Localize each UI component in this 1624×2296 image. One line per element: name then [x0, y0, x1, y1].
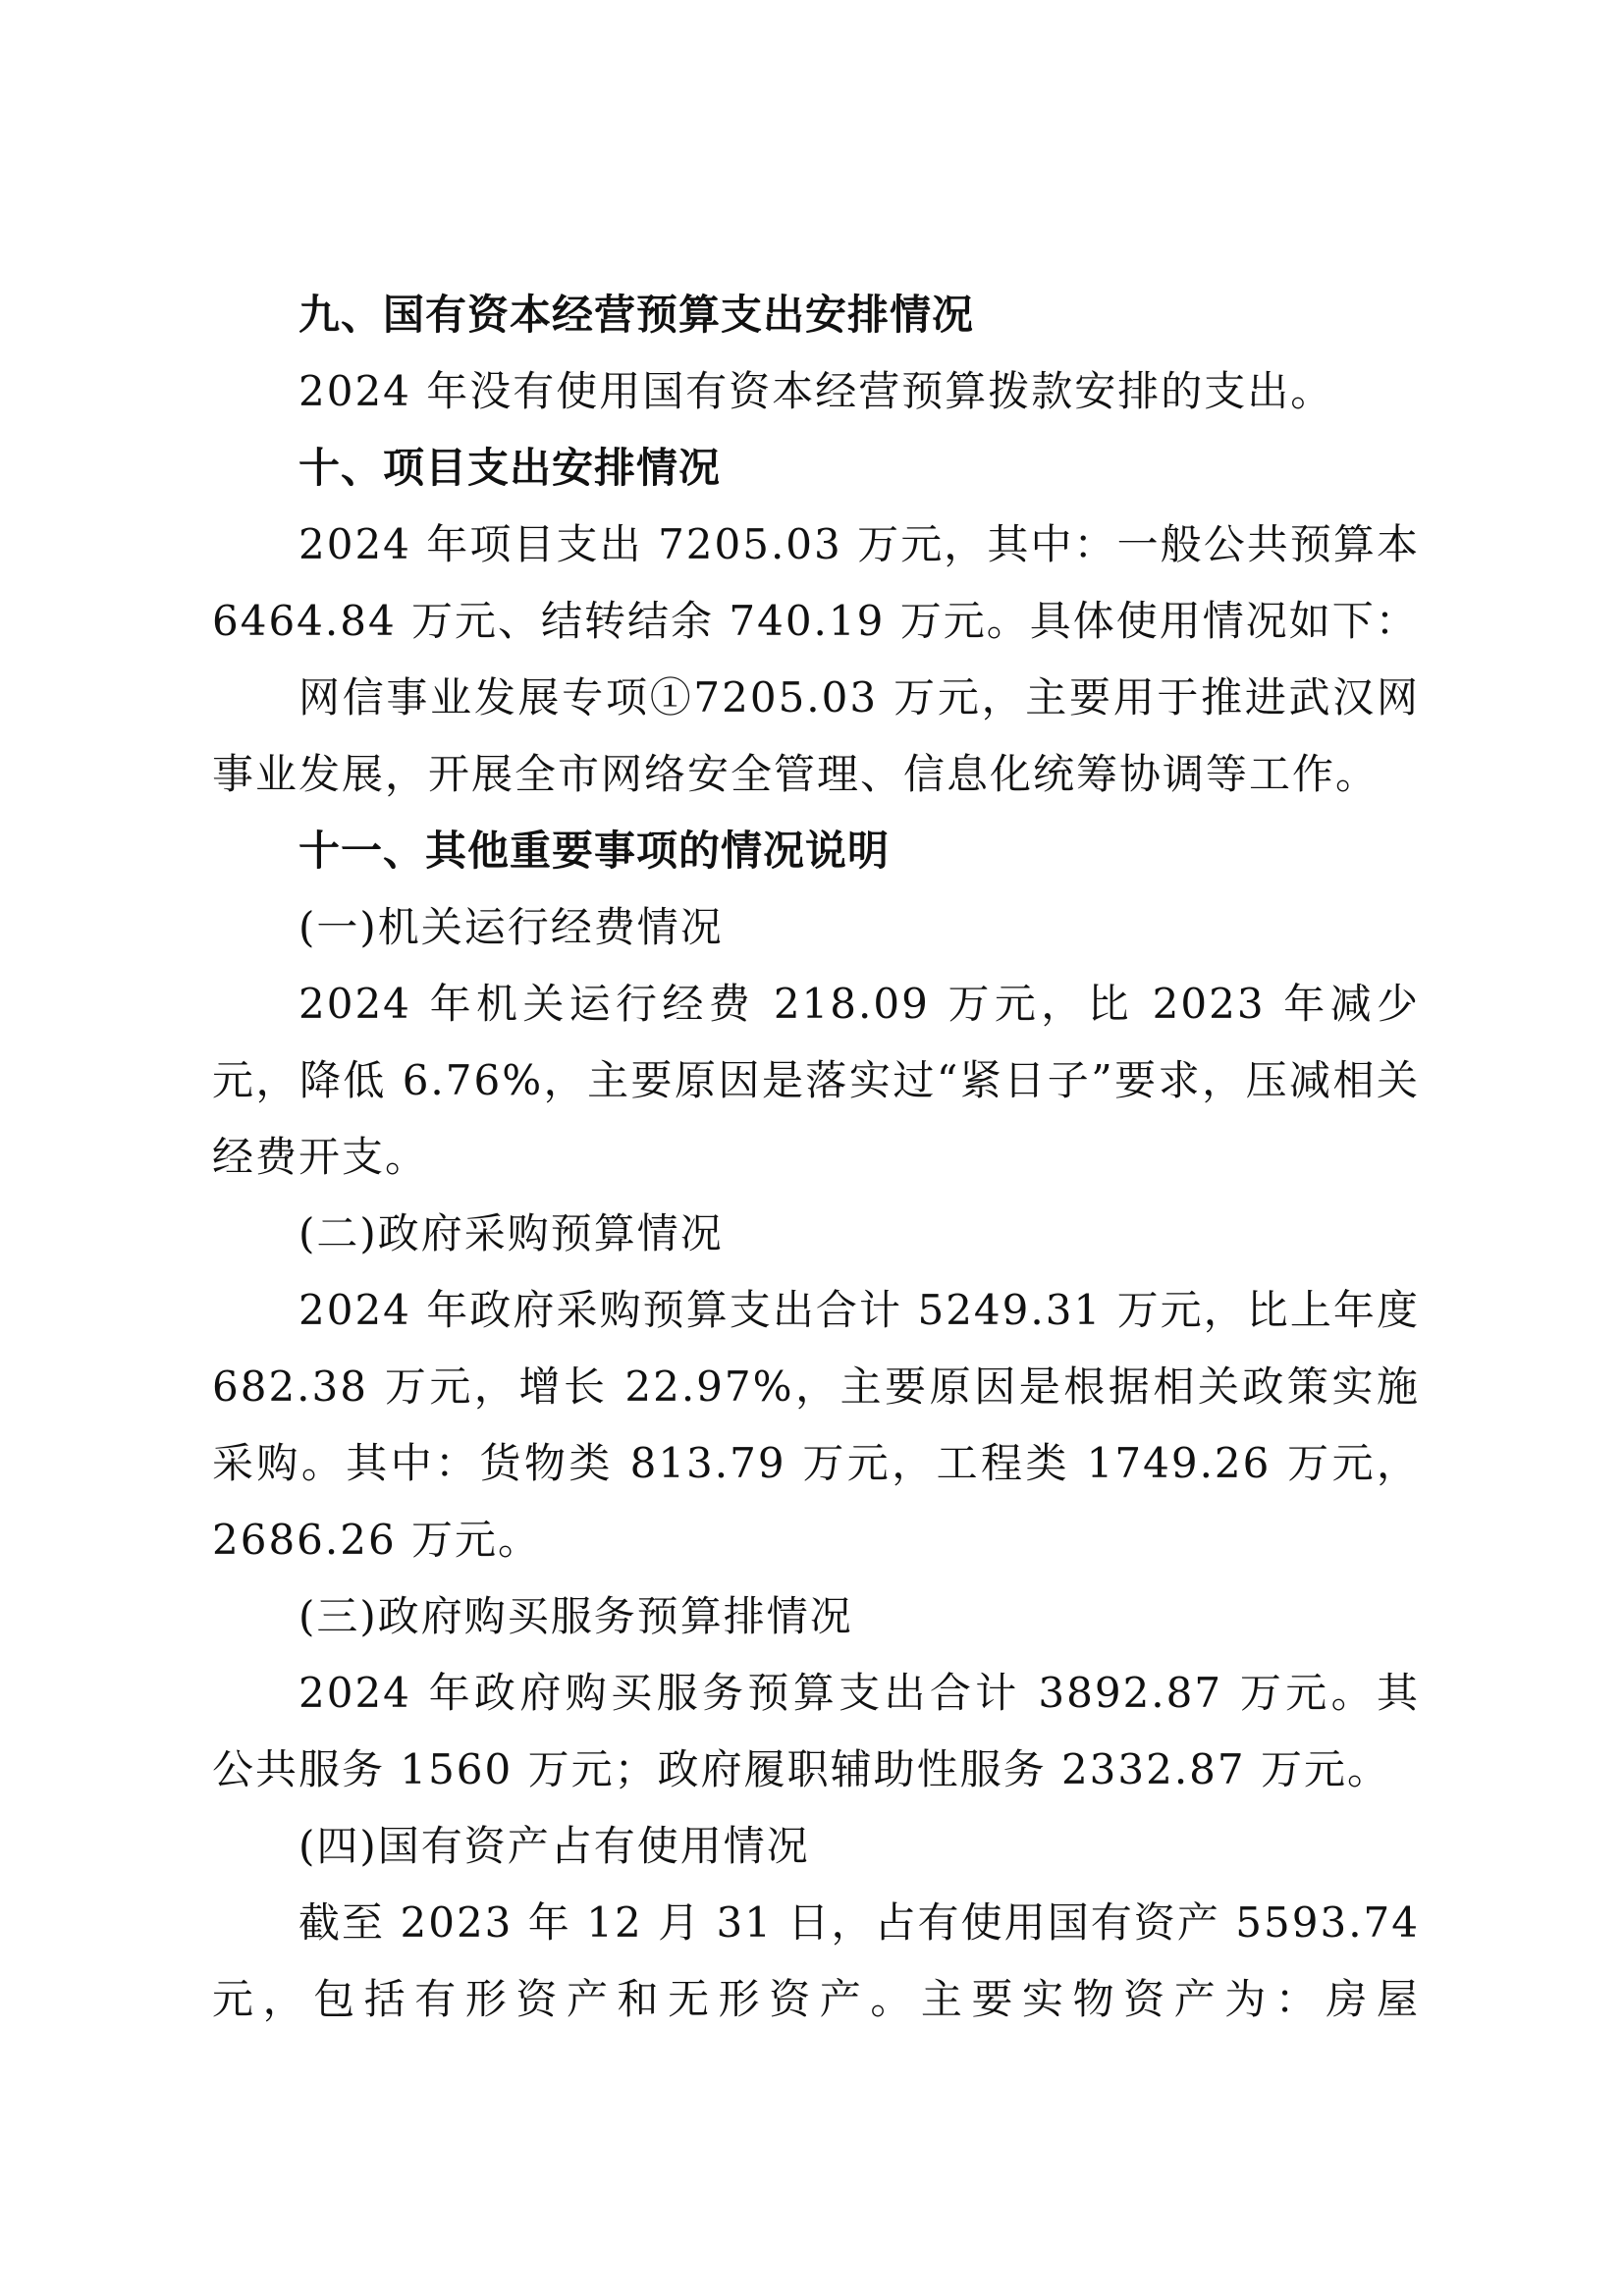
section-9-text: 2024 年没有使用国有资本经营预算拨款安排的支出。: [298, 367, 1334, 415]
paragraph-line: 网信事业发展专项①7205.03 万元，主要用于推进武汉网: [298, 673, 1420, 721]
paragraph-line: 682.38 万元，增长 22.97%，主要原因是根据相关政策实施: [212, 1362, 1420, 1411]
paragraph-line: 2024 年政府采购预算支出合计 5249.31 万元，比上年度: [298, 1286, 1420, 1334]
paragraph-line: 元，包括有形资产和无形资产。主要实物资产为：房屋: [212, 1975, 1420, 2023]
section-heading-11: 十一、其他重要事项的情况说明: [298, 827, 891, 875]
subsection-heading-3: (三)政府购买服务预算排情况: [298, 1592, 853, 1640]
paragraph-line: 经费开支。: [212, 1133, 429, 1181]
paragraph-line: 2024 年机关运行经费 218.09 万元，比 2023 年减少: [298, 980, 1420, 1028]
paragraph-line: 截至 2023 年 12 月 31 日，占有使用国有资产 5593.74: [298, 1898, 1420, 1947]
paragraph-line: 2686.26 万元。: [212, 1516, 542, 1564]
section-heading-9: 九、国有资本经营预算支出安排情况: [298, 291, 975, 339]
document-page: [212, 277, 1420, 2038]
paragraph-line: 6464.84 万元、结转结余 740.19 万元。具体使用情况如下：: [212, 597, 1419, 645]
section-heading-10: 十、项目支出安排情况: [298, 444, 722, 492]
paragraph-line: 元，降低 6.76%，主要原因是落实过“紧日子”要求，压减相关: [212, 1056, 1420, 1104]
paragraph-line: 事业发展，开展全市网络安全管理、信息化统筹协调等工作。: [212, 750, 1380, 798]
paragraph-line: 2024 年政府购买服务预算支出合计 3892.87 万元。其: [298, 1669, 1420, 1717]
paragraph-line: 采购。其中：货物类 813.79 万元，工程类 1749.26 万元，: [212, 1439, 1420, 1487]
subsection-heading-1: (一)机关运行经费情况: [298, 903, 724, 951]
subsection-heading-2: (二)政府采购预算情况: [298, 1209, 724, 1257]
paragraph-line: 公共服务 1560 万元；政府履职辅助性服务 2332.87 万元。: [212, 1745, 1390, 1793]
subsection-heading-4: (四)国有资产占有使用情况: [298, 1822, 810, 1870]
paragraph-line: 2024 年项目支出 7205.03 万元，其中：一般公共预算本: [298, 520, 1420, 568]
